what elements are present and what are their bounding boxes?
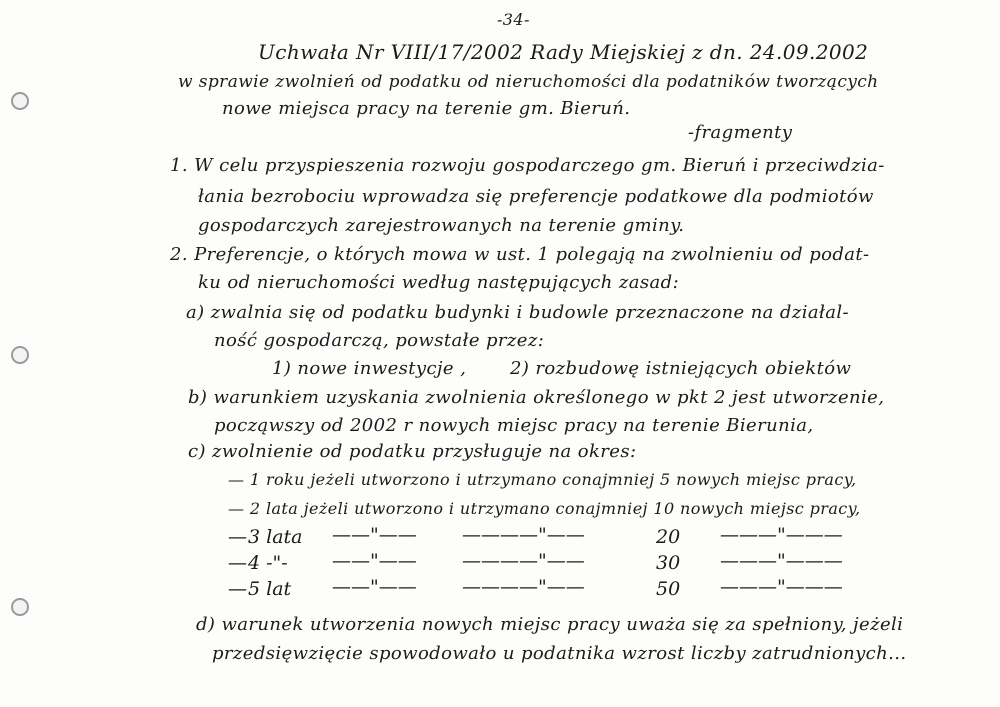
row-years: 5 lat xyxy=(248,578,292,600)
row-ditto-2: ————"—— xyxy=(462,550,585,572)
subtitle-line-2: nowe miejsca pracy na terenie gm. Bieruń. xyxy=(222,98,631,119)
point-a-line-2: ność gospodarczą, powstałe przez: xyxy=(214,330,545,351)
point-b-line-1: b) warunkiem uzyskania zwolnienia określonego w pkt 2 jest utworzenie, xyxy=(188,387,885,408)
row-dash: — xyxy=(228,552,247,574)
paragraph-1-line-3: gospodarczych zarejestrowanych na terenie gminy. xyxy=(198,215,685,236)
row-count: 30 xyxy=(656,552,681,574)
punch-hole-middle xyxy=(11,346,29,364)
point-a-item-2: 2) rozbudowę istniejących obiektów xyxy=(510,358,852,379)
row-years: 4 -"- xyxy=(248,552,288,574)
row-years: 3 lata xyxy=(248,526,303,548)
row-ditto-1: ——"—— xyxy=(332,524,417,546)
row-ditto-3: ———"——— xyxy=(720,524,843,546)
paragraph-1-line-1: 1. W celu przyspieszenia rozwoju gospodarczego gm. Bieruń i przeciwdzia- xyxy=(170,155,885,176)
punch-hole-top xyxy=(11,92,29,110)
row-count: 50 xyxy=(656,578,681,600)
punch-hole-bottom xyxy=(11,598,29,616)
point-c-line-3: — 2 lata jeżeli utworzono i utrzymano conajmniej 10 nowych miejsc pracy, xyxy=(228,499,861,518)
row-dash: — xyxy=(228,526,247,548)
point-a-line-1: a) zwalnia się od podatku budynki i budowle przeznaczone na działal- xyxy=(186,302,850,323)
row-ditto-2: ————"—— xyxy=(462,524,585,546)
paragraph-2-line-2: ku od nieruchomości według następujących zasad: xyxy=(198,272,680,293)
row-ditto-1: ——"—— xyxy=(332,550,417,572)
row-ditto-3: ———"——— xyxy=(720,550,843,572)
fragments-label: -fragmenty xyxy=(688,122,793,143)
paragraph-1-line-2: łania bezrobociu wprowadza się preferencje podatkowe dla podmiotów xyxy=(198,186,874,207)
page-number: -34- xyxy=(497,10,530,29)
point-d-line-2: przedsięwzięcie spowodowało u podatnika wzrost liczby zatrudnionych... xyxy=(212,643,907,664)
paragraph-2-line-1: 2. Preferencje, o których mowa w ust. 1 polegają na zwolnieniu od podat- xyxy=(170,244,870,265)
point-c-line-1: c) zwolnienie od podatku przysługuje na okres: xyxy=(188,441,637,462)
row-ditto-2: ————"—— xyxy=(462,576,585,598)
row-ditto-1: ——"—— xyxy=(332,576,417,598)
point-a-item-1: 1) nowe inwestycje , xyxy=(272,358,467,379)
document-title: Uchwała Nr VIII/17/2002 Rady Miejskiej z dn. 24.09.2002 xyxy=(258,40,869,64)
subtitle-line-1: w sprawie zwolnień od podatku od nieruchomości dla podatników tworzących xyxy=(178,72,879,92)
point-b-line-2: począwszy od 2002 r nowych miejsc pracy na terenie Bierunia, xyxy=(214,415,814,436)
point-c-line-2: — 1 roku jeżeli utworzono i utrzymano conajmniej 5 nowych miejsc pracy, xyxy=(228,470,857,489)
row-count: 20 xyxy=(656,526,681,548)
point-d-line-1: d) warunek utworzenia nowych miejsc pracy uważa się za spełniony, jeżeli xyxy=(196,614,904,635)
row-dash: — xyxy=(228,578,247,600)
row-ditto-3: ———"——— xyxy=(720,576,843,598)
